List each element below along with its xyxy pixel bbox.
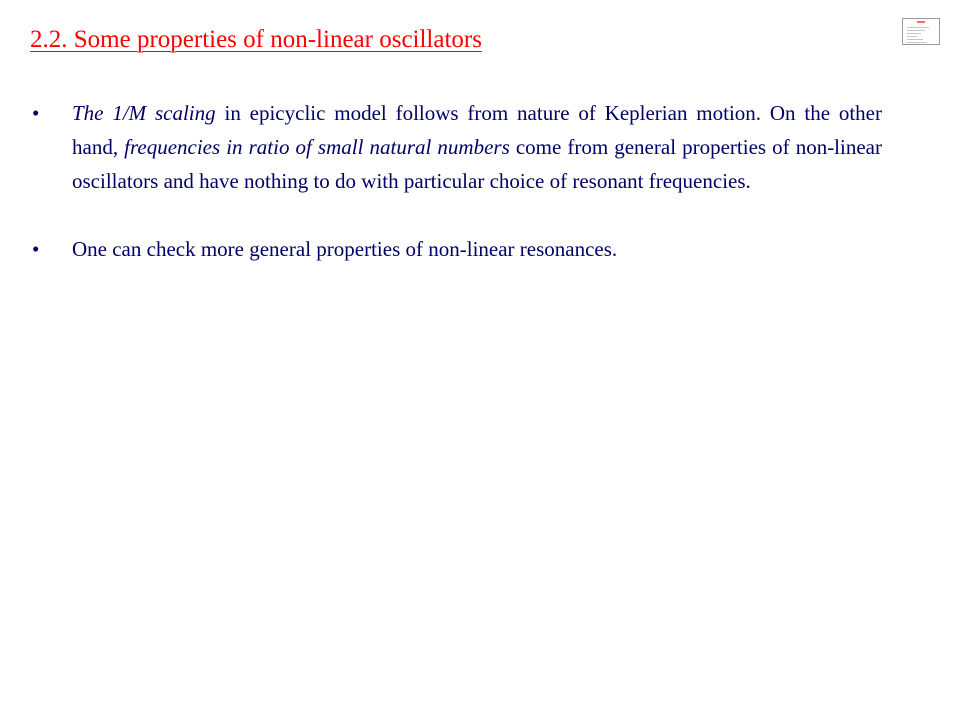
- thumbnail-text-line: [907, 39, 923, 40]
- thumbnail-text-line: [907, 33, 921, 34]
- bullet-marker: •: [32, 101, 40, 125]
- bullet-text-italic: frequencies in ratio of small natural numbers: [124, 135, 510, 159]
- thumbnail-text-line: [907, 27, 929, 28]
- bullet-text: come from general properties of non-linear oscillators and have nothing to do with particular choice of resonant frequencies.: [72, 135, 882, 193]
- bullet-text-italic: The 1/M scaling: [72, 101, 216, 125]
- bullet-text: in epicyclic model follows from nature of Keplerian motion. On the other hand,: [72, 101, 882, 159]
- slide-title: 2.2. Some properties of non-linear oscillators: [30, 26, 482, 53]
- thumbnail-text-line: [907, 42, 927, 43]
- bullet-list: [32, 96, 882, 266]
- slide-thumbnail-icon: [902, 18, 940, 45]
- bullet-marker: •: [32, 237, 40, 261]
- bullet-item: [32, 232, 882, 266]
- bullet-text: One can check more general properties of non-linear resonances.: [72, 237, 618, 261]
- thumbnail-text-line: [907, 30, 925, 31]
- thumbnail-text-line: [907, 36, 917, 37]
- thumbnail-title-mark: [917, 21, 925, 23]
- bullet-item: [32, 96, 882, 198]
